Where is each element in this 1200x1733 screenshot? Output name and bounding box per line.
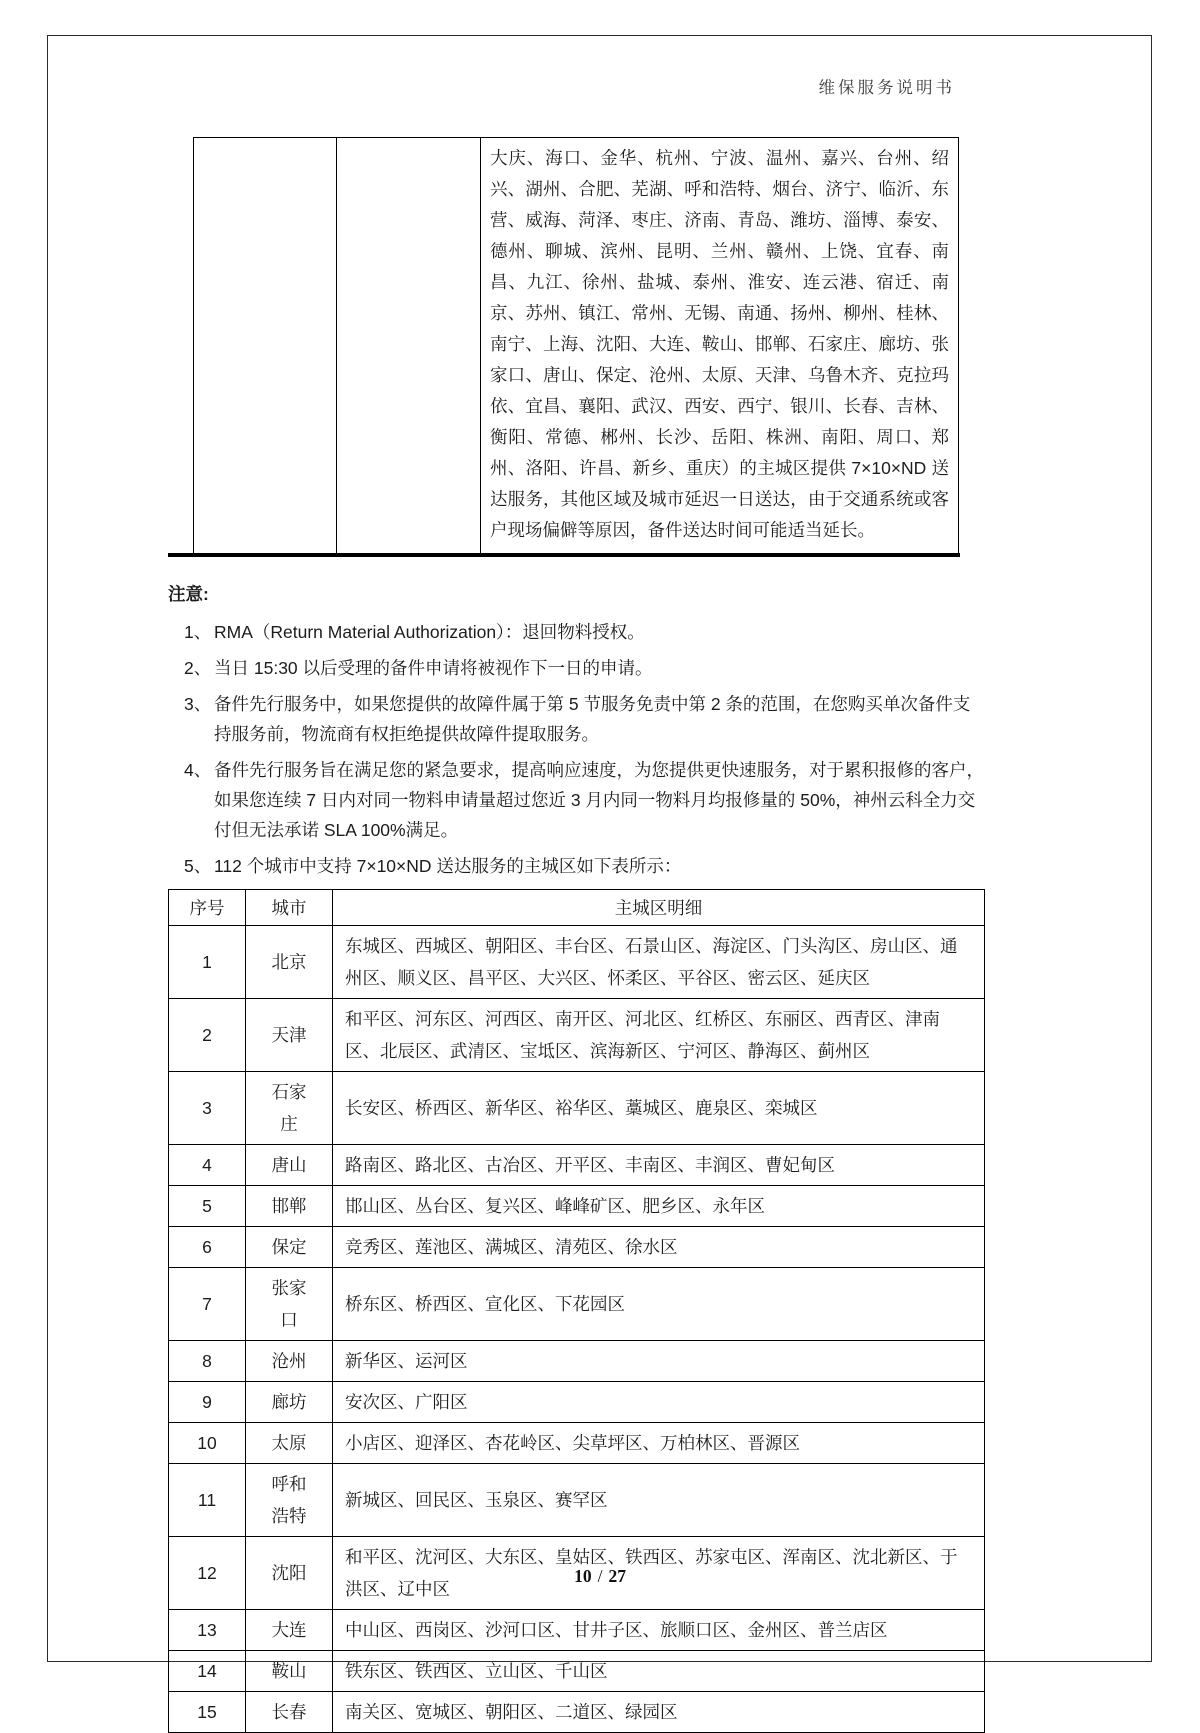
row-number-cell: 9 (169, 1382, 246, 1423)
table-row (194, 138, 959, 555)
districts-cell: 新城区、回民区、玉泉区、赛罕区 (333, 1464, 985, 1537)
table-row (169, 1072, 985, 1145)
table-row (169, 1464, 985, 1537)
section-divider (168, 553, 960, 557)
note-text: 112 个城市中支持 7×10×ND 送达服务的主城区如下表所示： (214, 856, 682, 876)
row-number-cell: 2 (169, 999, 246, 1072)
city-cell: 邯郸 (246, 1186, 333, 1227)
note-number: 2、 (184, 658, 212, 678)
note-number: 4、 (184, 760, 212, 780)
table-row (169, 1651, 985, 1692)
header-序号: 序号 (169, 890, 246, 926)
districts-cell: 小店区、迎泽区、杏花岭区、尖草坪区、万柏林区、晋源区 (333, 1423, 985, 1464)
districts-cell: 路南区、路北区、古冶区、开平区、丰南区、丰润区、曹妃甸区 (333, 1145, 985, 1186)
districts-cell: 铁东区、铁西区、立山区、千山区 (333, 1651, 985, 1692)
row-number-cell: 1 (169, 926, 246, 999)
row-number-cell: 8 (169, 1341, 246, 1382)
table-row (169, 1610, 985, 1651)
note-item (168, 689, 985, 749)
city-cell: 唐山 (246, 1145, 333, 1186)
districts-cell: 长安区、桥西区、新华区、裕华区、藁城区、鹿泉区、栾城区 (333, 1072, 985, 1145)
note-text: RMA（Return Material Authorization）：退回物料授权。 (214, 622, 645, 642)
city-table-body (169, 926, 985, 1733)
table-row (169, 999, 985, 1072)
city-cell: 北京 (246, 926, 333, 999)
page-number-total: 27 (608, 1566, 626, 1586)
empty-cell-2 (337, 138, 481, 555)
districts-cell: 桥东区、桥西区、宣化区、下花园区 (333, 1268, 985, 1341)
districts-cell: 中山区、西岗区、沙河口区、甘井子区、旅顺口区、金州区、普兰店区 (333, 1610, 985, 1651)
note-item (168, 653, 985, 683)
header-title: 维保服务说明书 (818, 78, 955, 97)
header-城市: 城市 (246, 890, 333, 926)
table-row (169, 1227, 985, 1268)
districts-cell: 安次区、广阳区 (333, 1382, 985, 1423)
note-item (168, 851, 985, 881)
city-cell: 太原 (246, 1423, 333, 1464)
notes-section (168, 579, 985, 881)
table-row (169, 1268, 985, 1341)
note-item (168, 617, 985, 647)
document-header (819, 74, 956, 98)
city-cell: 保定 (246, 1227, 333, 1268)
city-cell: 张家口 (246, 1268, 333, 1341)
row-number-cell: 6 (169, 1227, 246, 1268)
districts-cell: 邯山区、丛台区、复兴区、峰峰矿区、肥乡区、永年区 (333, 1186, 985, 1227)
districts-cell: 和平区、沈河区、大东区、皇姑区、铁西区、苏家屯区、浑南区、沈北新区、于洪区、辽中区 (333, 1537, 985, 1610)
table-row (169, 1341, 985, 1382)
row-number-cell: 3 (169, 1072, 246, 1145)
table-row (169, 1423, 985, 1464)
city-cell: 大连 (246, 1610, 333, 1651)
table-row (169, 1186, 985, 1227)
row-number-cell: 10 (169, 1423, 246, 1464)
note-text: 备件先行服务旨在满足您的紧急要求，提高响应速度，为您提供更快速服务，对于累积报修的客户，如果您连续 7 日内对同一物料申请量超过您近 3 月内同一物料月均报修量的 50%，神州云科全力交付但无法承诺 SLA 100%满足。 (214, 760, 984, 840)
city-cell: 石家庄 (246, 1072, 333, 1145)
districts-cell: 竞秀区、莲池区、满城区、清苑区、徐水区 (333, 1227, 985, 1268)
row-number-cell: 14 (169, 1651, 246, 1692)
table-row (169, 926, 985, 999)
districts-cell: 东城区、西城区、朝阳区、丰台区、石景山区、海淀区、门头沟区、房山区、通州区、顺义区、昌平区、大兴区、怀柔区、平谷区、密云区、延庆区 (333, 926, 985, 999)
city-cell: 沧州 (246, 1341, 333, 1382)
city-cell: 鞍山 (246, 1651, 333, 1692)
empty-cell-1 (194, 138, 337, 555)
header-主城区明细: 主城区明细 (333, 890, 985, 926)
row-number-cell: 13 (169, 1610, 246, 1651)
city-cell: 长春 (246, 1692, 333, 1733)
row-number-cell: 12 (169, 1537, 246, 1610)
table-row (169, 1145, 985, 1186)
delivery-cities-cell: 大庆、海口、金华、杭州、宁波、温州、嘉兴、台州、绍兴、湖州、合肥、芜湖、呼和浩特、烟台、济宁、临沂、东营、威海、菏泽、枣庄、济南、青岛、潍坊、淄博、泰安、德州、聊城、滨州、昆明、兰州、赣州、上饶、宜春、南昌、九江、徐州、盐城、泰州、淮安、连云港、宿迁、南京、苏州、镇江、常州、无锡、南通、扬州、柳州、桂林、南宁、上海、沈阳、大连、鞍山、邯郸、石家庄、廊坊、张家口、唐山、保定、沧州、太原、天津、乌鲁木齐、克拉玛依、宜昌、襄阳、武汉、西安、西宁、银川、长春、吉林、衡阳、常德、郴州、长沙、岳阳、株洲、南阳、周口、郑州、洛阳、许昌、新乡、重庆）的主城区提供 7×10×ND 送达服务，其他区域及城市延迟一日送达，由于交通系统或客户现场偏僻等原因，备件送达时间可能适当延长。 (481, 138, 959, 555)
row-number-cell: 4 (169, 1145, 246, 1186)
page-number-separator: / (597, 1566, 603, 1586)
table-row (169, 1382, 985, 1423)
note-text: 当日 15:30 以后受理的备件申请将被视作下一日的申请。 (214, 658, 653, 678)
notes-heading: 注意: (168, 584, 209, 604)
city-cell: 沈阳 (246, 1537, 333, 1610)
city-cell: 呼和浩特 (246, 1464, 333, 1537)
note-number: 3、 (184, 694, 212, 714)
page-footer (0, 1566, 1200, 1587)
row-number-cell: 15 (169, 1692, 246, 1733)
city-cell: 廊坊 (246, 1382, 333, 1423)
table-header-row (169, 890, 985, 926)
note-item (168, 755, 985, 845)
city-districts-table (168, 889, 985, 1733)
districts-cell: 新华区、运河区 (333, 1341, 985, 1382)
spare-parts-delivery-table (193, 137, 959, 555)
districts-cell: 和平区、河东区、河西区、南开区、河北区、红桥区、东丽区、西青区、津南区、北辰区、武清区、宝坻区、滨海新区、宁河区、静海区、蓟州区 (333, 999, 985, 1072)
note-number: 5、 (184, 856, 212, 876)
districts-cell: 南关区、宽城区、朝阳区、二道区、绿园区 (333, 1692, 985, 1733)
row-number-cell: 11 (169, 1464, 246, 1537)
row-number-cell: 5 (169, 1186, 246, 1227)
row-number-cell: 7 (169, 1268, 246, 1341)
note-number: 1、 (184, 622, 212, 642)
city-cell: 天津 (246, 999, 333, 1072)
note-text: 备件先行服务中，如果您提供的故障件属于第 5 节服务免责中第 2 条的范围，在您购买单次备件支持服务前，物流商有权拒绝提供故障件提取服务。 (214, 694, 971, 744)
page-content (168, 137, 985, 1733)
page-number-current: 10 (574, 1566, 592, 1586)
